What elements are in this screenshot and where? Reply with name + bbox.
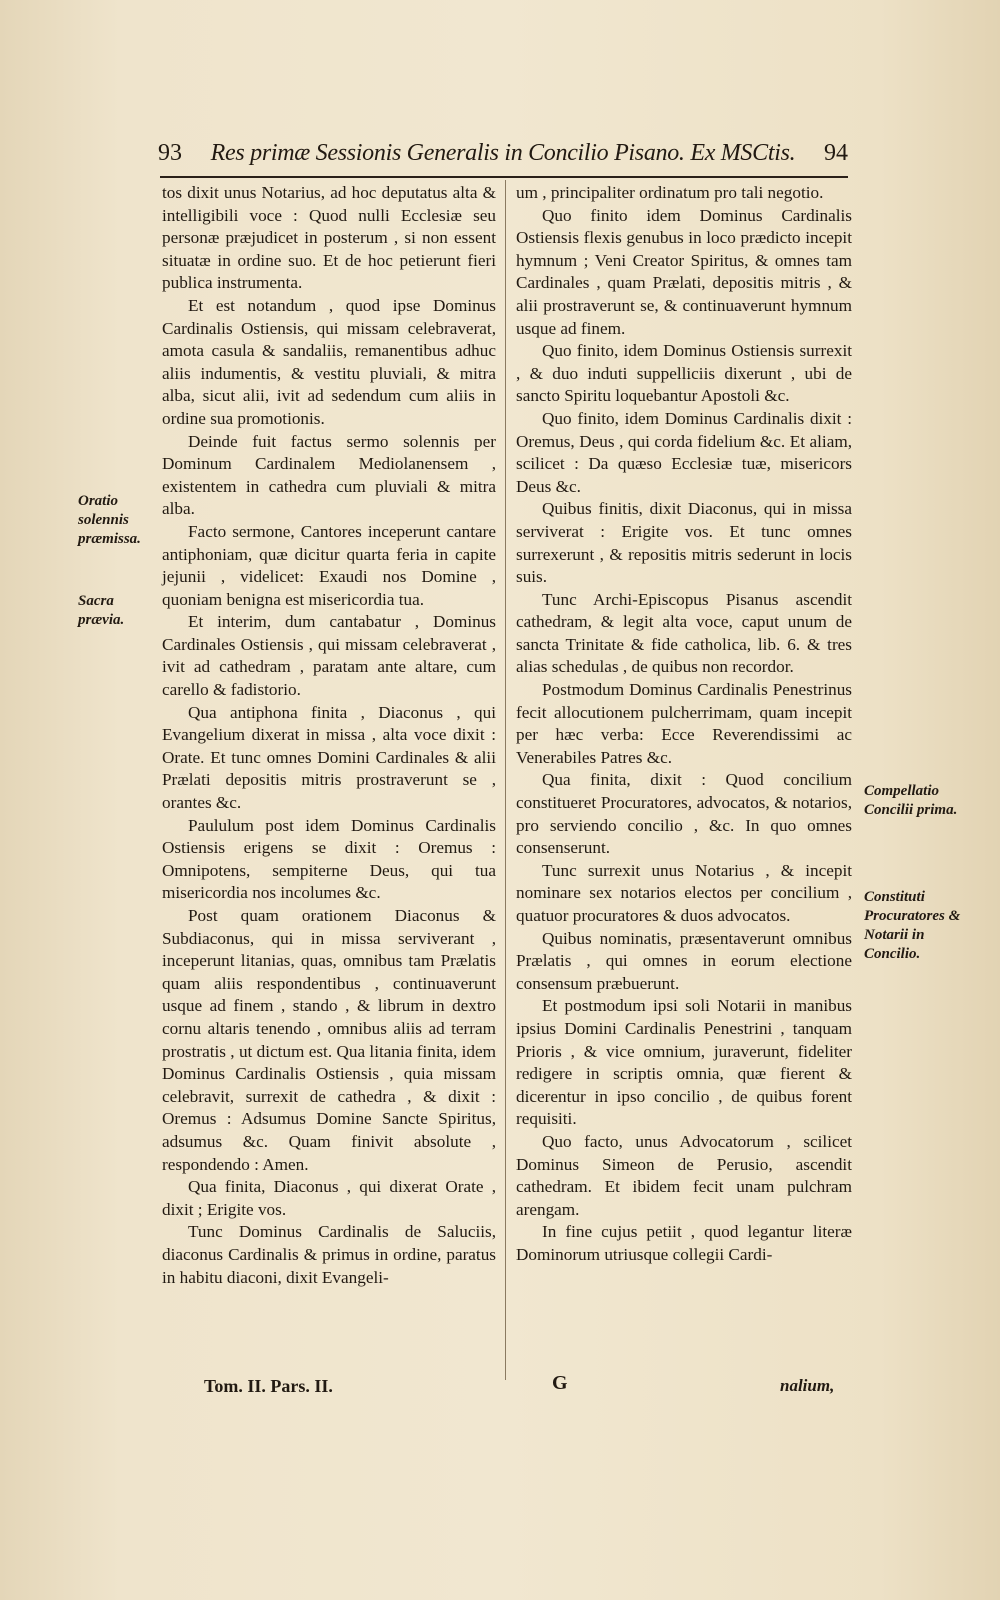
paragraph: um , principaliter ordinatum pro tali negotio. [516,183,824,202]
margin-note-sacra: Sacra prævia. [78,593,125,628]
paragraph: Tunc surrexit unus Notarius , & incepit nominare sex notarios electos per concilium , quatuor procuratores & duos advocatos. [516,860,852,925]
paragraph: Qua finita, Diaconus , qui dixerat Orate , dixit ; Erigite vos. [162,1177,496,1219]
header-rule [160,176,848,178]
paragraph: Et interim, dum cantabatur , Dominus Cardinales Ostiensis , qui missam celebraverat , ivit ad cathedram , paratam ante altare, cum carello & fadistorio. [162,612,496,700]
paragraph: Quo finito, idem Dominus Ostiensis surrexit , & duo induti suppelliciis dixerunt , ubi de sancto Spiritu loquebantur Apostoli &c. [516,341,852,406]
margin-note-oratio: Oratio solennis præmissa. [78,493,141,547]
paragraph: Deinde fuit factus sermo solennis per Dominum Cardinalem Mediolanensem , existentem in cathedra cum pluviali & mitra alba. [162,431,496,519]
paragraph: Quo finito idem Dominus Cardinalis Ostiensis flexis genubus in loco prædicto incepit hymnum ; Veni Creator Spiritus, & omnes tam Cardinales , quam Prælati, depositis mitris , & alii prostraverunt se, & continuaverunt hymnum usque ad finem. [516,205,852,338]
paragraph: Postmodum Dominus Cardinalis Penestrinus fecit allocutionem pulcherrimam, quam incepit per hæc verba: Ecce Reverendissimi ac Venerabiles Patres &c. [516,680,852,767]
paragraph: Paululum post idem Dominus Cardinalis Ostiensis erigens se dixit : Oremus : Omnipotens, sempiterne Deus, qui tua misericordia nos incolumes &c. [162,815,496,903]
paragraph: Quo facto, unus Advocatorum , scilicet Dominus Simeon de Perusio, ascendit cathedram. Et ibidem fecit unam pulchram arengam. [516,1131,852,1219]
paragraph: Qua finita, dixit : Quod concilium constitueret Procuratores, advocatos, & notarios, pro serviendo concilio , &c. In quo omnes consenserunt. [516,770,852,858]
signature-mark: G [552,1372,568,1394]
margin-note-constituti: Constituti Procuratores & Notarii in Concilio. [864,889,961,962]
margin-note-compellatio: Compellatio Concilii prima. [864,783,958,818]
paragraph: Qua antiphona finita , Diaconus , qui Evangelium dixerat in missa , alta voce dixit : Orate. Et tunc omnes Domini Cardinales & alii Prælati depositis mitris prostraverunt se , orantes &c. [162,702,496,813]
paragraph: Facto sermone, Cantores inceperunt cantare antiphoniam, quæ dicitur quarta feria in capite jejunii , videlicet: Exaudi nos Domine , quoniam benigna est misericordia tua. [162,521,496,609]
volume-line: Tom. II. Pars. II. [204,1376,333,1396]
catchword: nalium, [780,1376,835,1395]
paragraph: In fine cujus petiit , quod legantur literæ Dominorum utriusque collegii Cardi- [516,1222,852,1264]
paragraph: Quibus nominatis, præsentaverunt omnibus Prælatis , qui omnes in eorum electione consensum præbuerunt. [516,928,852,993]
paragraph: Quo finito, idem Dominus Cardinalis dixit : Oremus, Deus , qui corda fidelium &c. Et aliam, scilicet : Da quæso Ecclesiæ tuæ, misericors Deus &c. [516,408,852,496]
running-header [158,138,848,174]
page-number-left: 93 [158,140,182,166]
running-title: Res primæ Sessionis Generalis in Concilio Pisano. Ex MSCtis. [210,140,796,166]
left-column [162,182,496,1289]
paragraph: Et postmodum ipsi soli Notarii in manibus ipsius Domini Cardinalis Penestrini , tanquam Prioris , & vice omnium, juraverunt, fideliter redigere in scriptis omnia, quæ fierent & dicerentur in ipso concilio , de quibus forent requisiti. [516,996,852,1129]
right-column [516,182,852,1267]
paragraph: Tunc Archi-Episcopus Pisanus ascendit cathedram, & legit alta voce, caput unum de sancta Trinitate & fide catholica, lib. 6. & tres alias schedulas , de quibus non recordor. [516,589,852,677]
paragraph: Quibus finitis, dixit Diaconus, qui in missa serviverat : Erigite vos. Et tunc omnes surrexerunt , & repositis mitris sederunt in locis suis. [516,499,852,587]
paragraph: Et est notandum , quod ipse Dominus Cardinalis Ostiensis, qui missam celebraverat, amota casula & sandaliis, remanentibus adhuc aliis indumentis, & vestitu pluviali, & mitra alba, sicut alii, ivit ad sedendum cum aliis in ordine sua promotionis. [162,295,496,428]
paragraph: Tunc Dominus Cardinalis de Saluciis, diaconus Cardinalis & primus in ordine, paratus in habitu diaconi, dixit Evangeli- [162,1222,496,1287]
column-divider [505,180,506,1380]
page-number-right: 94 [824,140,848,166]
paragraph: Post quam orationem Diaconus & Subdiaconus, qui in missa serviverant , inceperunt litanias, quas, omnibus tam Prælatis quam aliis respondentibus , continuaverunt usque ad finem , stando , & librum in dextro cornu altaris tenendo , omnibus aliis ad terram prostratis , ut dictum est. Qua litania finita, idem Dominus Cardinalis Ostiensis , quia missam celebravit, surrexit de cathedra , & dixit : Oremus : Adsumus Domine Sancte Spiritus, adsumus &c. Quam finivit absolute , respondendo : Amen. [162,906,496,1174]
paragraph: tos dixit unus Notarius, ad hoc deputatus alta & intelligibili voce : Quod nulli Ecclesiæ seu personæ præjudicet in posterum , si non essent situatæ in ordine suo. Et de hoc petierunt fieri publica instrumenta. [162,183,496,293]
